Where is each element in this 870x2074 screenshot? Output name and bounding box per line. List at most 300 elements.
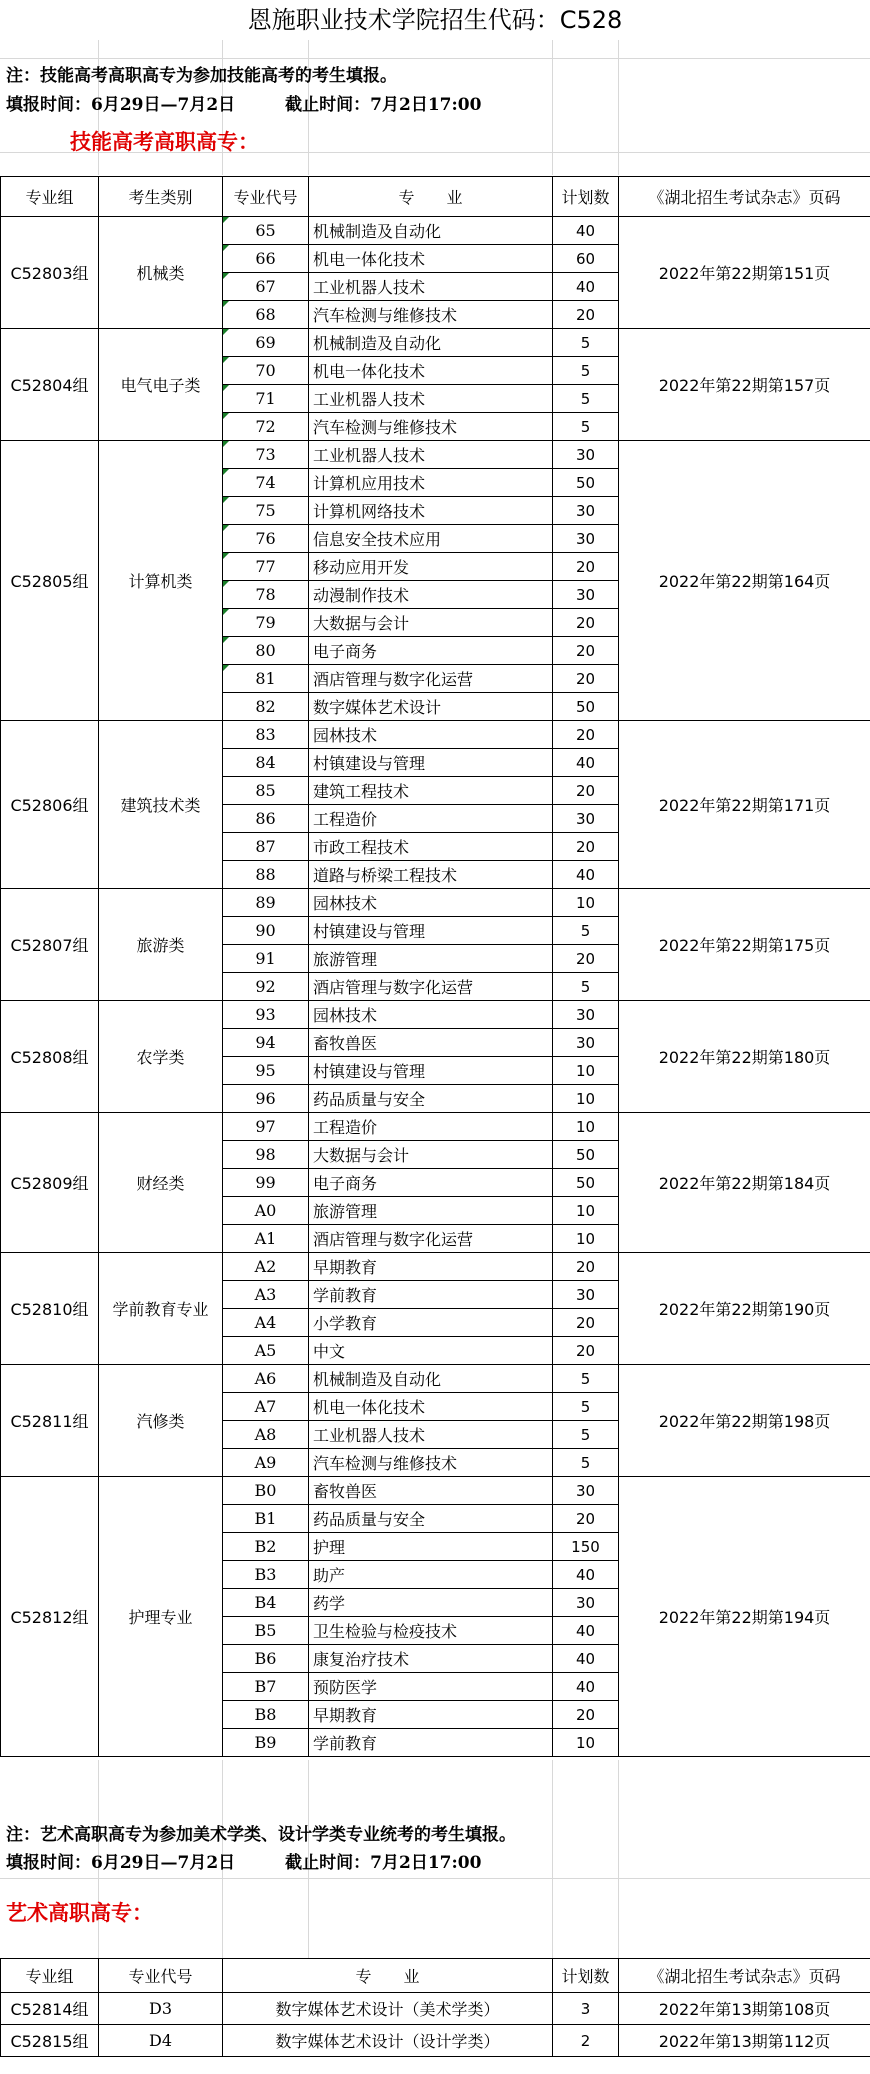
major-code — [223, 1589, 309, 1617]
group-code: C52805组 — [1, 441, 99, 721]
note-2-text: 注：艺术高职高专为参加美术学类、设计学类专业统考的考生填报。 — [6, 1825, 516, 1845]
major-code-text: 82 — [255, 697, 276, 716]
major-code-text: 67 — [255, 277, 276, 296]
plan-count: 20 — [553, 609, 619, 637]
major-name: 旅游管理 — [309, 1197, 553, 1225]
major-name: 数字媒体艺术设计（设计学类） — [223, 2025, 553, 2057]
major-code — [223, 1701, 309, 1729]
group-code: C52806组 — [1, 721, 99, 889]
major-code-text: 71 — [255, 389, 276, 408]
plan-count: 40 — [553, 749, 619, 777]
art-admission-table — [0, 1958, 870, 2057]
major-code-text: A1 — [254, 1229, 277, 1248]
major-code-text: 83 — [255, 725, 276, 744]
major-code-text: A7 — [254, 1397, 277, 1416]
major-name: 卫生检验与检疫技术 — [309, 1617, 553, 1645]
major-name: 机电一体化技术 — [309, 1393, 553, 1421]
major-name: 学前教育 — [309, 1281, 553, 1309]
major-code-text: 80 — [255, 641, 276, 660]
major-name: 大数据与会计 — [309, 1141, 553, 1169]
major-code-text: 73 — [255, 445, 276, 464]
section-title-art: 艺术高职高专： — [6, 1901, 153, 1925]
major-code — [223, 245, 309, 273]
major-code-text: 94 — [255, 1033, 276, 1052]
major-name: 村镇建设与管理 — [309, 749, 553, 777]
major-name: 药学 — [309, 1589, 553, 1617]
major-code — [223, 1001, 309, 1029]
magazine-page: 2022年第22期第171页 — [619, 721, 870, 889]
major-code — [223, 1197, 309, 1225]
major-name: 学前教育 — [309, 1729, 553, 1757]
plan-count: 5 — [553, 1393, 619, 1421]
major-code-text: B2 — [254, 1537, 277, 1556]
major-name: 机电一体化技术 — [309, 357, 553, 385]
table-header-row — [1, 1959, 870, 1993]
major-code-text: A6 — [254, 1369, 277, 1388]
plan-count: 10 — [553, 889, 619, 917]
major-code-text: 72 — [255, 417, 276, 436]
major-code-text: B9 — [254, 1733, 277, 1752]
major-name: 早期教育 — [309, 1253, 553, 1281]
major-code-text: B7 — [254, 1677, 277, 1696]
note-1-deadline: 截止时间：7月2日17:00 — [285, 95, 482, 115]
header-group: 专业组 — [1, 177, 99, 217]
major-code — [223, 861, 309, 889]
major-name: 预防医学 — [309, 1673, 553, 1701]
magazine-page: 2022年第22期第180页 — [619, 1001, 870, 1113]
table-row — [1, 2025, 870, 2057]
major-code — [223, 973, 309, 1001]
major-name: 村镇建设与管理 — [309, 917, 553, 945]
note-2 — [6, 1821, 516, 1849]
major-name: 酒店管理与数字化运营 — [309, 1225, 553, 1253]
note-2-times — [6, 1849, 481, 1877]
major-code — [223, 497, 309, 525]
cell-marker — [223, 469, 229, 475]
major-name: 小学教育 — [309, 1309, 553, 1337]
major-code-text: 68 — [255, 305, 276, 324]
major-code-text: 95 — [255, 1061, 276, 1080]
major-name: 工业机器人技术 — [309, 273, 553, 301]
major-code: D4 — [99, 2025, 223, 2057]
major-code-text: 70 — [255, 361, 276, 380]
group-code: C52808组 — [1, 1001, 99, 1113]
group-code: C52810组 — [1, 1253, 99, 1365]
magazine-page: 2022年第22期第184页 — [619, 1113, 870, 1253]
plan-count: 30 — [553, 497, 619, 525]
note-1-text: 注：技能高考高职高专为参加技能高考的考生填报。 — [6, 66, 397, 86]
magazine-page: 2022年第22期第151页 — [619, 217, 870, 329]
major-code-text: 84 — [255, 753, 276, 772]
plan-count: 20 — [553, 637, 619, 665]
major-code-text: 89 — [255, 893, 276, 912]
student-category: 建筑技术类 — [99, 721, 223, 889]
plan-count: 2 — [553, 2025, 619, 2057]
cell-marker — [223, 273, 229, 279]
major-code-text: A5 — [254, 1341, 277, 1360]
major-code-text: A9 — [254, 1453, 277, 1472]
major-code — [223, 833, 309, 861]
major-name: 旅游管理 — [309, 945, 553, 973]
plan-count: 10 — [553, 1113, 619, 1141]
major-code-text: 74 — [255, 473, 276, 492]
plan-count: 20 — [553, 1253, 619, 1281]
major-code — [223, 441, 309, 469]
major-code — [223, 1309, 309, 1337]
plan-count: 20 — [553, 1337, 619, 1365]
table-row — [1, 1113, 870, 1141]
major-code — [223, 1645, 309, 1673]
major-code-text: A2 — [254, 1257, 277, 1276]
plan-count: 30 — [553, 525, 619, 553]
major-code — [223, 1533, 309, 1561]
plan-count: 5 — [553, 1365, 619, 1393]
plan-count: 40 — [553, 273, 619, 301]
major-code-text: 81 — [255, 669, 276, 688]
major-name: 畜牧兽医 — [309, 1477, 553, 1505]
table-row — [1, 441, 870, 469]
plan-count: 30 — [553, 805, 619, 833]
plan-count: 30 — [553, 1281, 619, 1309]
plan-count: 40 — [553, 1645, 619, 1673]
major-code — [223, 1057, 309, 1085]
skills-admission-table — [0, 176, 870, 1757]
cell-marker — [223, 637, 229, 643]
note-1 — [6, 62, 397, 90]
cell-marker — [223, 525, 229, 531]
note-1-times — [6, 91, 481, 119]
plan-count: 60 — [553, 245, 619, 273]
cell-marker — [223, 553, 229, 559]
header-page: 《湖北招生考试杂志》页码 — [619, 1959, 870, 1993]
major-name: 机械制造及自动化 — [309, 329, 553, 357]
major-code — [223, 1281, 309, 1309]
major-name: 酒店管理与数字化运营 — [309, 973, 553, 1001]
major-name: 机电一体化技术 — [309, 245, 553, 273]
plan-count: 150 — [553, 1533, 619, 1561]
table-row — [1, 1993, 870, 2025]
plan-count: 20 — [553, 665, 619, 693]
header-plan: 计划数 — [553, 177, 619, 217]
group-code: C52815组 — [1, 2025, 99, 2057]
magazine-page: 2022年第22期第157页 — [619, 329, 870, 441]
major-code — [223, 1673, 309, 1701]
group-code: C52809组 — [1, 1113, 99, 1253]
major-code-text: 97 — [255, 1117, 276, 1136]
plan-count: 40 — [553, 217, 619, 245]
major-code-text: 93 — [255, 1005, 276, 1024]
plan-count: 5 — [553, 385, 619, 413]
plan-count: 20 — [553, 1309, 619, 1337]
major-code-text: 90 — [255, 921, 276, 940]
major-name: 工业机器人技术 — [309, 1421, 553, 1449]
major-name: 移动应用开发 — [309, 553, 553, 581]
major-name: 汽车检测与维修技术 — [309, 1449, 553, 1477]
major-name: 酒店管理与数字化运营 — [309, 665, 553, 693]
plan-count: 5 — [553, 357, 619, 385]
major-code-text: 88 — [255, 865, 276, 884]
cell-marker — [223, 329, 229, 335]
plan-count: 40 — [553, 861, 619, 889]
header-code: 专业代号 — [99, 1959, 223, 1993]
major-name: 护理 — [309, 1533, 553, 1561]
major-code — [223, 1421, 309, 1449]
plan-count: 10 — [553, 1197, 619, 1225]
major-code — [223, 273, 309, 301]
cell-marker — [223, 581, 229, 587]
major-name: 计算机网络技术 — [309, 497, 553, 525]
major-code-text: B6 — [254, 1649, 277, 1668]
group-code: C52811组 — [1, 1365, 99, 1477]
major-code-text: A4 — [254, 1313, 277, 1332]
student-category: 机械类 — [99, 217, 223, 329]
cell-marker — [223, 301, 229, 307]
major-code-text: A3 — [254, 1285, 277, 1304]
major-code: D3 — [99, 1993, 223, 2025]
plan-count: 50 — [553, 693, 619, 721]
major-name: 工程造价 — [309, 805, 553, 833]
plan-count: 10 — [553, 1225, 619, 1253]
plan-count: 20 — [553, 945, 619, 973]
major-code-text: 79 — [255, 613, 276, 632]
major-code-text: 99 — [255, 1173, 276, 1192]
major-code — [223, 581, 309, 609]
student-category: 农学类 — [99, 1001, 223, 1113]
major-name: 机械制造及自动化 — [309, 1365, 553, 1393]
plan-count: 30 — [553, 1029, 619, 1057]
plan-count: 3 — [553, 1993, 619, 2025]
major-code — [223, 1561, 309, 1589]
magazine-page: 2022年第13期第108页 — [619, 1993, 870, 2025]
table-row — [1, 1477, 870, 1505]
major-code — [223, 301, 309, 329]
plan-count: 30 — [553, 441, 619, 469]
major-name: 计算机应用技术 — [309, 469, 553, 497]
magazine-page: 2022年第22期第194页 — [619, 1477, 870, 1757]
major-code — [223, 217, 309, 245]
cell-marker — [223, 245, 229, 251]
major-name: 园林技术 — [309, 721, 553, 749]
student-category: 护理专业 — [99, 1477, 223, 1757]
plan-count: 20 — [553, 833, 619, 861]
plan-count: 50 — [553, 1141, 619, 1169]
plan-count: 10 — [553, 1057, 619, 1085]
major-code-text: 65 — [255, 221, 276, 240]
major-code-text: 76 — [255, 529, 276, 548]
plan-count: 30 — [553, 581, 619, 609]
student-category: 旅游类 — [99, 889, 223, 1001]
major-code — [223, 1141, 309, 1169]
major-code — [223, 777, 309, 805]
major-name: 大数据与会计 — [309, 609, 553, 637]
major-name: 早期教育 — [309, 1701, 553, 1729]
major-code — [223, 721, 309, 749]
major-code-text: 87 — [255, 837, 276, 856]
major-code — [223, 1029, 309, 1057]
major-code — [223, 1337, 309, 1365]
plan-count: 5 — [553, 1421, 619, 1449]
major-code-text: B0 — [254, 1481, 277, 1500]
major-code — [223, 665, 309, 693]
major-code-text: B8 — [254, 1705, 277, 1724]
major-code — [223, 889, 309, 917]
major-code-text: 96 — [255, 1089, 276, 1108]
group-code: C52807组 — [1, 889, 99, 1001]
plan-count: 30 — [553, 1477, 619, 1505]
magazine-page: 2022年第22期第164页 — [619, 441, 870, 721]
plan-count: 5 — [553, 973, 619, 1001]
header-major: 专 业 — [309, 177, 553, 217]
magazine-page: 2022年第22期第198页 — [619, 1365, 870, 1477]
major-name: 畜牧兽医 — [309, 1029, 553, 1057]
student-category: 计算机类 — [99, 441, 223, 721]
major-name: 机械制造及自动化 — [309, 217, 553, 245]
student-category: 电气电子类 — [99, 329, 223, 441]
major-name: 数字媒体艺术设计（美术学类） — [223, 1993, 553, 2025]
group-code: C52804组 — [1, 329, 99, 441]
magazine-page: 2022年第22期第175页 — [619, 889, 870, 1001]
cell-marker — [223, 217, 229, 223]
major-name: 工程造价 — [309, 1113, 553, 1141]
group-code: C52812组 — [1, 1477, 99, 1757]
major-code — [223, 1113, 309, 1141]
plan-count: 5 — [553, 917, 619, 945]
cell-marker — [223, 357, 229, 363]
major-code — [223, 609, 309, 637]
plan-count: 20 — [553, 777, 619, 805]
major-code — [223, 805, 309, 833]
student-category: 学前教育专业 — [99, 1253, 223, 1365]
table-row — [1, 889, 870, 917]
section-title-skills: 技能高考高职高专： — [70, 130, 259, 154]
header-code: 专业代号 — [223, 177, 309, 217]
major-name: 村镇建设与管理 — [309, 1057, 553, 1085]
table-row — [1, 1365, 870, 1393]
major-name: 工业机器人技术 — [309, 441, 553, 469]
major-code — [223, 357, 309, 385]
major-code — [223, 1225, 309, 1253]
plan-count: 20 — [553, 553, 619, 581]
major-name: 工业机器人技术 — [309, 385, 553, 413]
plan-count: 5 — [553, 329, 619, 357]
plan-count: 10 — [553, 1085, 619, 1113]
major-name: 药品质量与安全 — [309, 1505, 553, 1533]
plan-count: 20 — [553, 1701, 619, 1729]
header-category: 考生类别 — [99, 177, 223, 217]
major-code — [223, 329, 309, 357]
major-code-text: B5 — [254, 1621, 277, 1640]
major-code — [223, 693, 309, 721]
group-code: C52814组 — [1, 1993, 99, 2025]
major-name: 助产 — [309, 1561, 553, 1589]
note-2-deadline: 截止时间：7月2日17:00 — [285, 1853, 482, 1873]
major-code — [223, 1477, 309, 1505]
major-code-text: B4 — [254, 1593, 277, 1612]
plan-count: 40 — [553, 1561, 619, 1589]
plan-count: 20 — [553, 721, 619, 749]
major-code-text: 66 — [255, 249, 276, 268]
header-group: 专业组 — [1, 1959, 99, 1993]
cell-marker — [223, 441, 229, 447]
major-code-text: A8 — [254, 1425, 277, 1444]
major-code-text: 78 — [255, 585, 276, 604]
plan-count: 50 — [553, 469, 619, 497]
plan-count: 30 — [553, 1001, 619, 1029]
table-header-row — [1, 177, 870, 217]
major-code — [223, 1729, 309, 1757]
major-code-text: B1 — [254, 1509, 277, 1528]
cell-marker — [223, 665, 229, 671]
note-1-fill-time: 填报时间：6月29日—7月2日 — [6, 95, 236, 115]
cell-marker — [223, 385, 229, 391]
major-code-text: 69 — [255, 333, 276, 352]
major-name: 电子商务 — [309, 637, 553, 665]
magazine-page: 2022年第22期第190页 — [619, 1253, 870, 1365]
major-name: 道路与桥梁工程技术 — [309, 861, 553, 889]
table-row — [1, 721, 870, 749]
major-name: 园林技术 — [309, 1001, 553, 1029]
header-plan: 计划数 — [553, 1959, 619, 1993]
header-page: 《湖北招生考试杂志》页码 — [619, 177, 870, 217]
major-name: 建筑工程技术 — [309, 777, 553, 805]
major-code-text: A0 — [254, 1201, 277, 1220]
major-code — [223, 1169, 309, 1197]
major-code-text: 98 — [255, 1145, 276, 1164]
major-code-text: 91 — [255, 949, 276, 968]
major-code — [223, 1449, 309, 1477]
major-name: 市政工程技术 — [309, 833, 553, 861]
student-category: 财经类 — [99, 1113, 223, 1253]
major-code — [223, 1393, 309, 1421]
plan-count: 20 — [553, 301, 619, 329]
major-code-text: 75 — [255, 501, 276, 520]
major-code — [223, 553, 309, 581]
major-code-text: 92 — [255, 977, 276, 996]
major-name: 动漫制作技术 — [309, 581, 553, 609]
table-row — [1, 1253, 870, 1281]
table-row — [1, 217, 870, 245]
major-name: 药品质量与安全 — [309, 1085, 553, 1113]
plan-count: 5 — [553, 1449, 619, 1477]
note-2-fill-time: 填报时间：6月29日—7月2日 — [6, 1853, 236, 1873]
magazine-page: 2022年第13期第112页 — [619, 2025, 870, 2057]
group-code: C52803组 — [1, 217, 99, 329]
plan-count: 40 — [553, 1617, 619, 1645]
major-code — [223, 1505, 309, 1533]
table-row — [1, 1001, 870, 1029]
plan-count: 30 — [553, 1589, 619, 1617]
major-code-text: 85 — [255, 781, 276, 800]
plan-count: 5 — [553, 413, 619, 441]
plan-count: 50 — [553, 1169, 619, 1197]
major-code — [223, 917, 309, 945]
student-category: 汽修类 — [99, 1365, 223, 1477]
major-name: 汽车检测与维修技术 — [309, 301, 553, 329]
page-title: 恩施职业技术学院招生代码：C528 — [247, 6, 623, 34]
major-name: 中文 — [309, 1337, 553, 1365]
major-code — [223, 749, 309, 777]
cell-marker — [223, 413, 229, 419]
major-name: 信息安全技术应用 — [309, 525, 553, 553]
major-code — [223, 469, 309, 497]
major-code — [223, 525, 309, 553]
major-code — [223, 413, 309, 441]
cell-marker — [223, 497, 229, 503]
major-name: 电子商务 — [309, 1169, 553, 1197]
plan-count: 20 — [553, 1505, 619, 1533]
plan-count: 10 — [553, 1729, 619, 1757]
table-row — [1, 329, 870, 357]
